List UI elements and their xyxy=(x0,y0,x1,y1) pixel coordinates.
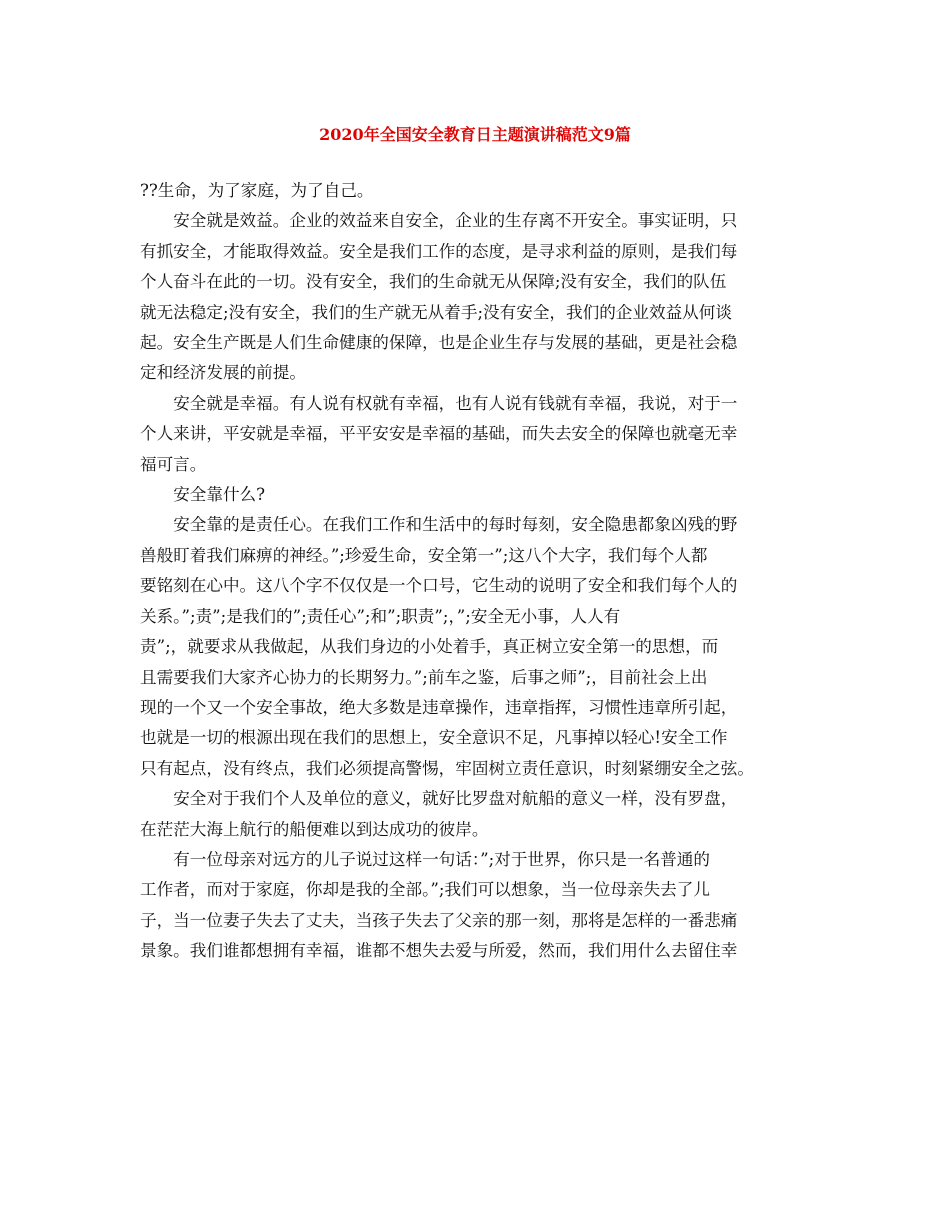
document-body xyxy=(140,176,830,967)
text-line: 个人来讲，平安就是幸福，平平安安是幸福的基础，而失去安全的保障也就毫无幸 xyxy=(140,424,738,444)
paragraph xyxy=(140,845,830,967)
paragraph xyxy=(140,784,830,845)
text-line: 安全对于我们个人及单位的意义，就好比罗盘对航船的意义一样，没有罗盘， xyxy=(173,789,738,809)
text-line: 定和经济发展的前提。 xyxy=(140,363,306,383)
text-line: 就无法稳定;没有安全，我们的生产就无从着手;没有安全，我们的企业效益从何谈 xyxy=(140,302,732,322)
text-line: 个人奋斗在此的一切。没有安全，我们的生命就无从保障;没有安全，我们的队伍 xyxy=(140,272,727,292)
text-line: 且需要我们大家齐心协力的长期努力。”;前车之鉴，后事之师”;，目前社会上出 xyxy=(140,667,708,687)
text-line: 只有起点，没有终点，我们必须提高警惕，牢固树立责任意识，时刻紧绷安全之弦。 xyxy=(140,758,754,778)
text-line: 现的一个又一个安全事故，绝大多数是违章操作，违章指挥，习惯性违章所引起， xyxy=(140,697,738,717)
text-line: 安全就是幸福。有人说有权就有幸福，也有人说有钱就有幸福，我说，对于一 xyxy=(173,393,738,413)
paragraph xyxy=(140,510,830,784)
text-line: 在茫茫大海上航行的船便难以到达成功的彼岸。 xyxy=(140,819,489,839)
text-line: 有一位母亲对远方的儿子说过这样一句话：”;对于世界，你只是一名普通的 xyxy=(173,849,710,869)
text-line: 关系。”;责”;是我们的”;责任心”;和”;职责”;，”;安全无小事，人人有 xyxy=(140,606,621,626)
text-line: 要铭刻在心中。这八个字不仅仅是一个口号，它生动的说明了安全和我们每个人的 xyxy=(140,576,738,596)
text-line: 景象。我们谁都想拥有幸福，谁都不想失去爱与所爱，然而，我们用什么去留住幸 xyxy=(140,941,738,961)
text-line: 有抓安全，才能取得效益。安全是我们工作的态度，是寻求利益的原则，是我们每 xyxy=(140,241,738,261)
paragraph xyxy=(140,480,830,510)
text-line: 安全靠什么? xyxy=(173,485,266,505)
document-title: 2020年全国安全教育日主题演讲稿范文9篇 xyxy=(319,125,631,144)
text-line: 也就是一切的根源出现在我们的思想上，安全意识不足，凡事掉以轻心!安全工作 xyxy=(140,728,728,748)
text-line: 兽般盯着我们麻痹的神经。”;珍爱生命，安全第一”;这八个大字，我们每个人都 xyxy=(140,545,708,565)
text-line: 福可言。 xyxy=(140,454,207,474)
text-line: 起。安全生产既是人们生命健康的保障，也是企业生存与发展的基础，更是社会稳 xyxy=(140,333,738,353)
text-line: 子，当一位妻子失去了丈夫，当孩子失去了父亲的那一刻，那将是怎样的一番悲痛 xyxy=(140,910,738,930)
text-line: 责”;，就要求从我做起，从我们身边的小处着手，真正树立安全第一的思想，而 xyxy=(140,637,719,657)
paragraph xyxy=(140,176,830,206)
paragraph xyxy=(140,206,830,388)
text-line: 安全就是效益。企业的效益来自安全，企业的生存离不开安全。事实证明，只 xyxy=(173,211,738,231)
text-line: 安全靠的是责任心。在我们工作和生活中的每时每刻，安全隐患都象凶残的野 xyxy=(173,515,738,535)
text-line: ??生命，为了家庭，为了自己。 xyxy=(140,181,374,200)
text-line: 工作者，而对于家庭，你却是我的全部。”;我们可以想象，当一位母亲失去了儿 xyxy=(140,880,710,900)
paragraph xyxy=(140,389,830,480)
